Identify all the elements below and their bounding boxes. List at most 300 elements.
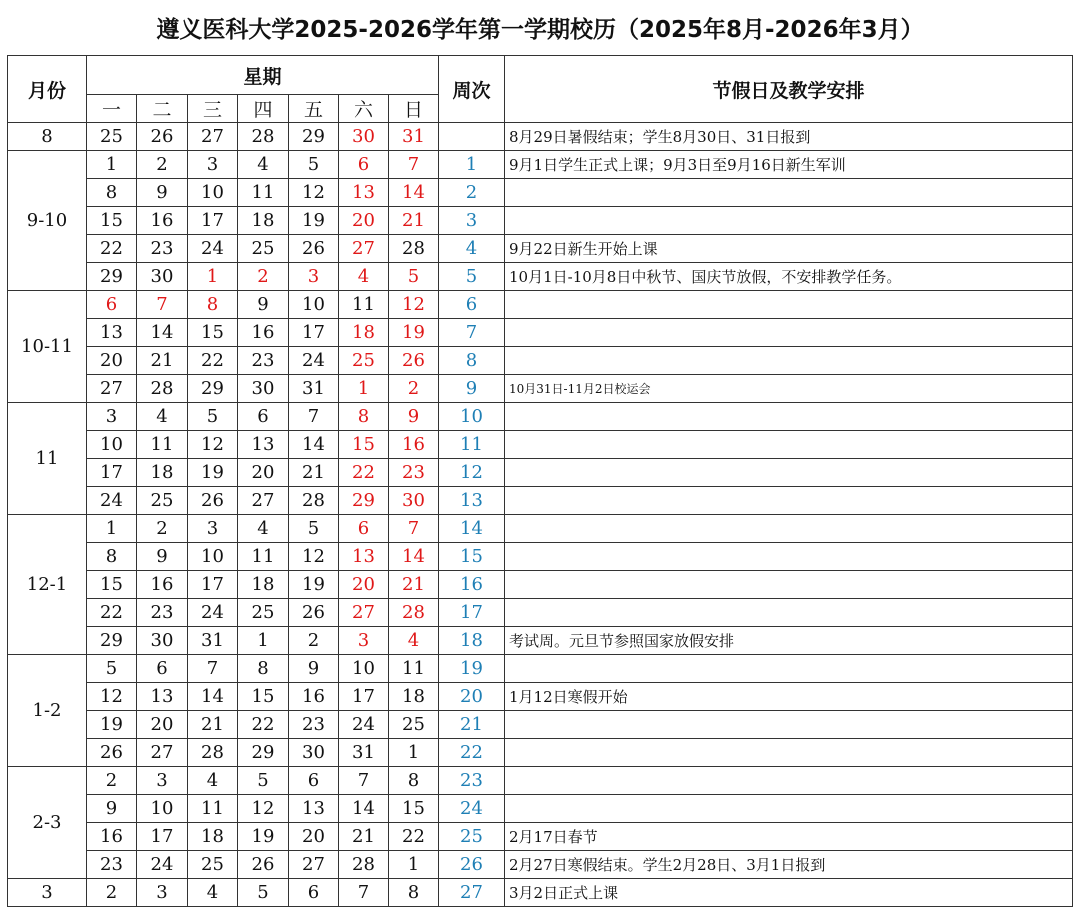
day-cell: 15 [389,795,439,823]
day-cell: 12 [289,543,339,571]
day-cell: 23 [137,599,188,627]
day-cell: 2 [238,263,289,291]
day-cell: 14 [188,683,238,711]
day-cell: 25 [389,711,439,739]
day-cell: 5 [289,151,339,179]
table-row [8,235,1073,263]
day-cell: 27 [289,851,339,879]
month-cell: 10-11 [8,291,87,403]
day-cell: 8 [389,879,439,907]
day-cell: 25 [87,123,137,151]
week-number-cell: 14 [439,515,505,543]
day-cell: 8 [87,543,137,571]
note-cell: 9月1日学生正式上课；9月3日至9月16日新生军训 [505,151,1073,179]
day-cell: 2 [137,151,188,179]
week-number-cell: 11 [439,431,505,459]
day-cell: 28 [289,487,339,515]
day-cell: 16 [137,207,188,235]
day-cell: 7 [188,655,238,683]
day-cell: 27 [238,487,289,515]
note-cell [505,291,1073,319]
day-cell: 8 [238,655,289,683]
day-cell: 20 [339,207,389,235]
day-cell: 18 [339,319,389,347]
day-cell: 19 [188,459,238,487]
week-number-cell: 6 [439,291,505,319]
table-row [8,851,1073,879]
day-cell: 23 [289,711,339,739]
header-notes: 节假日及教学安排 [505,56,1073,123]
week-number-cell: 27 [439,879,505,907]
day-cell: 7 [339,879,389,907]
note-cell [505,795,1073,823]
day-cell: 12 [238,795,289,823]
table-row [8,459,1073,487]
day-cell: 12 [188,431,238,459]
day-cell: 16 [389,431,439,459]
day-cell: 5 [389,263,439,291]
day-cell: 16 [87,823,137,851]
table-row [8,151,1073,179]
day-cell: 3 [339,627,389,655]
day-cell: 7 [137,291,188,319]
day-cell: 1 [238,627,289,655]
week-number-cell: 25 [439,823,505,851]
day-cell: 20 [289,823,339,851]
day-cell: 30 [137,263,188,291]
day-cell: 4 [188,767,238,795]
day-cell: 29 [339,487,389,515]
table-row [8,767,1073,795]
weekday-sat: 六 [339,95,389,123]
note-cell: 8月29日暑假结束；学生8月30日、31日报到 [505,123,1073,151]
day-cell: 6 [339,151,389,179]
day-cell: 10 [289,291,339,319]
day-cell: 30 [389,487,439,515]
day-cell: 1 [339,375,389,403]
day-cell: 24 [87,487,137,515]
note-cell [505,431,1073,459]
day-cell: 22 [188,347,238,375]
weekday-fri: 五 [289,95,339,123]
day-cell: 19 [238,823,289,851]
day-cell: 27 [188,123,238,151]
day-cell: 8 [389,767,439,795]
table-row [8,627,1073,655]
day-cell: 18 [188,823,238,851]
month-cell: 9-10 [8,151,87,291]
day-cell: 5 [289,515,339,543]
day-cell: 3 [188,151,238,179]
note-cell [505,515,1073,543]
header-week-number: 周次 [439,56,505,123]
day-cell: 24 [188,599,238,627]
day-cell: 7 [289,403,339,431]
note-cell [505,711,1073,739]
day-cell: 12 [389,291,439,319]
day-cell: 29 [87,263,137,291]
table-row [8,123,1073,151]
day-cell: 25 [238,235,289,263]
table-row [8,403,1073,431]
week-number-cell: 9 [439,375,505,403]
week-number-cell: 26 [439,851,505,879]
day-cell: 23 [137,235,188,263]
day-cell: 24 [339,711,389,739]
day-cell: 23 [87,851,137,879]
day-cell: 21 [339,823,389,851]
day-cell: 15 [238,683,289,711]
day-cell: 14 [137,319,188,347]
table-row [8,515,1073,543]
month-cell: 8 [8,123,87,151]
week-number-cell: 3 [439,207,505,235]
week-number-cell: 4 [439,235,505,263]
day-cell: 6 [87,291,137,319]
table-row [8,319,1073,347]
day-cell: 8 [188,291,238,319]
day-cell: 11 [339,291,389,319]
day-cell: 7 [339,767,389,795]
day-cell: 2 [289,627,339,655]
week-number-cell: 17 [439,599,505,627]
weekday-thu: 四 [238,95,289,123]
day-cell: 21 [188,711,238,739]
day-cell: 17 [137,823,188,851]
note-cell: 2月17日春节 [505,823,1073,851]
day-cell: 9 [137,179,188,207]
week-number-cell: 12 [439,459,505,487]
note-cell [505,543,1073,571]
day-cell: 26 [238,851,289,879]
day-cell: 1 [87,515,137,543]
day-cell: 27 [339,235,389,263]
table-row [8,291,1073,319]
day-cell: 28 [389,235,439,263]
day-cell: 26 [289,599,339,627]
day-cell: 31 [289,375,339,403]
note-cell [505,739,1073,767]
day-cell: 2 [389,375,439,403]
note-cell [505,571,1073,599]
day-cell: 15 [87,571,137,599]
day-cell: 14 [389,543,439,571]
day-cell: 3 [137,879,188,907]
day-cell: 11 [389,655,439,683]
day-cell: 4 [339,263,389,291]
note-cell: 2月27日寒假结束。学生2月28日、3月1日报到 [505,851,1073,879]
note-cell [505,459,1073,487]
day-cell: 28 [238,123,289,151]
day-cell: 21 [389,207,439,235]
note-cell: 考试周。元旦节参照国家放假安排 [505,627,1073,655]
table-row [8,543,1073,571]
table-row [8,207,1073,235]
note-cell: 3月2日正式上课 [505,879,1073,907]
day-cell: 30 [238,375,289,403]
table-row [8,263,1073,291]
day-cell: 23 [238,347,289,375]
day-cell: 3 [87,403,137,431]
note-cell [505,319,1073,347]
day-cell: 11 [188,795,238,823]
day-cell: 24 [289,347,339,375]
day-cell: 25 [188,851,238,879]
day-cell: 26 [389,347,439,375]
day-cell: 8 [87,179,137,207]
calendar-table [7,55,1073,907]
day-cell: 17 [289,319,339,347]
day-cell: 29 [238,739,289,767]
day-cell: 30 [339,123,389,151]
day-cell: 14 [289,431,339,459]
day-cell: 11 [238,543,289,571]
day-cell: 1 [389,851,439,879]
day-cell: 17 [339,683,389,711]
table-row [8,599,1073,627]
day-cell: 4 [188,879,238,907]
day-cell: 16 [238,319,289,347]
day-cell: 29 [188,375,238,403]
page-title: 遵义医科大学2025-2026学年第一学期校历（2025年8月-2026年3月） [156,17,924,43]
table-row [8,879,1073,907]
month-cell: 11 [8,403,87,515]
day-cell: 16 [289,683,339,711]
day-cell: 2 [87,767,137,795]
day-cell: 4 [137,403,188,431]
day-cell: 18 [137,459,188,487]
day-cell: 8 [339,403,389,431]
week-number-cell: 10 [439,403,505,431]
day-cell: 22 [389,823,439,851]
day-cell: 21 [137,347,188,375]
month-cell: 1-2 [8,655,87,767]
day-cell: 13 [339,179,389,207]
note-cell: 1月12日寒假开始 [505,683,1073,711]
day-cell: 17 [188,207,238,235]
day-cell: 25 [238,599,289,627]
day-cell: 19 [289,207,339,235]
day-cell: 3 [188,515,238,543]
day-cell: 9 [137,543,188,571]
day-cell: 28 [188,739,238,767]
day-cell: 20 [137,711,188,739]
table-row [8,571,1073,599]
day-cell: 20 [339,571,389,599]
day-cell: 13 [238,431,289,459]
day-cell: 30 [137,627,188,655]
note-cell: 10月31日-11月2日校运会 [505,375,1073,403]
day-cell: 12 [87,683,137,711]
day-cell: 13 [289,795,339,823]
day-cell: 27 [339,599,389,627]
day-cell: 6 [289,879,339,907]
day-cell: 19 [389,319,439,347]
day-cell: 25 [339,347,389,375]
day-cell: 28 [389,599,439,627]
day-cell: 18 [238,207,289,235]
day-cell: 3 [289,263,339,291]
day-cell: 16 [137,571,188,599]
table-row [8,795,1073,823]
week-number-cell: 23 [439,767,505,795]
day-cell: 21 [389,571,439,599]
table-row [8,655,1073,683]
day-cell: 13 [339,543,389,571]
week-number-cell: 19 [439,655,505,683]
day-cell: 21 [289,459,339,487]
day-cell: 13 [137,683,188,711]
day-cell: 12 [289,179,339,207]
day-cell: 14 [389,179,439,207]
day-cell: 24 [137,851,188,879]
header-month: 月份 [8,56,87,123]
day-cell: 15 [87,207,137,235]
month-cell: 3 [8,879,87,907]
day-cell: 18 [238,571,289,599]
day-cell: 9 [238,291,289,319]
table-row [8,823,1073,851]
day-cell: 5 [188,403,238,431]
day-cell: 22 [87,599,137,627]
day-cell: 27 [87,375,137,403]
week-number-cell: 20 [439,683,505,711]
day-cell: 22 [238,711,289,739]
day-cell: 26 [137,123,188,151]
day-cell: 29 [289,123,339,151]
day-cell: 10 [137,795,188,823]
day-cell: 5 [238,767,289,795]
day-cell: 1 [188,263,238,291]
day-cell: 26 [188,487,238,515]
day-cell: 1 [87,151,137,179]
day-cell: 23 [389,459,439,487]
note-cell [505,207,1073,235]
note-cell [505,403,1073,431]
day-cell: 2 [137,515,188,543]
day-cell: 17 [87,459,137,487]
week-number-cell: 18 [439,627,505,655]
table-row [8,375,1073,403]
weekday-mon: 一 [87,95,137,123]
day-cell: 25 [137,487,188,515]
day-cell: 29 [87,627,137,655]
week-number-cell: 1 [439,151,505,179]
table-row [8,487,1073,515]
week-number-cell: 8 [439,347,505,375]
weekday-tue: 二 [137,95,188,123]
month-cell: 12-1 [8,515,87,655]
day-cell: 10 [87,431,137,459]
day-cell: 7 [389,151,439,179]
table-row [8,683,1073,711]
day-cell: 2 [87,879,137,907]
day-cell: 20 [87,347,137,375]
day-cell: 4 [238,151,289,179]
day-cell: 31 [188,627,238,655]
table-row [8,179,1073,207]
day-cell: 6 [339,515,389,543]
day-cell: 28 [137,375,188,403]
week-number-cell: 5 [439,263,505,291]
day-cell: 10 [339,655,389,683]
table-row [8,347,1073,375]
weekday-sun: 日 [389,95,439,123]
note-cell: 9月22日新生开始上课 [505,235,1073,263]
table-row [8,431,1073,459]
table-row [8,711,1073,739]
week-number-cell: 22 [439,739,505,767]
note-cell [505,599,1073,627]
note-cell [505,347,1073,375]
day-cell: 24 [188,235,238,263]
day-cell: 9 [87,795,137,823]
month-cell: 2-3 [8,767,87,879]
day-cell: 6 [137,655,188,683]
week-number-cell [439,123,505,151]
day-cell: 6 [238,403,289,431]
day-cell: 18 [389,683,439,711]
note-cell [505,655,1073,683]
day-cell: 15 [339,431,389,459]
week-number-cell: 21 [439,711,505,739]
note-cell [505,767,1073,795]
header-weekday-group: 星期 [87,56,439,95]
day-cell: 11 [238,179,289,207]
day-cell: 5 [238,879,289,907]
day-cell: 14 [339,795,389,823]
day-cell: 26 [87,739,137,767]
day-cell: 6 [289,767,339,795]
day-cell: 1 [389,739,439,767]
day-cell: 19 [87,711,137,739]
note-cell [505,179,1073,207]
day-cell: 31 [389,123,439,151]
week-number-cell: 7 [439,319,505,347]
day-cell: 10 [188,179,238,207]
day-cell: 13 [87,319,137,347]
day-cell: 30 [289,739,339,767]
day-cell: 9 [289,655,339,683]
week-number-cell: 13 [439,487,505,515]
day-cell: 5 [87,655,137,683]
day-cell: 4 [389,627,439,655]
weekday-wed: 三 [188,95,238,123]
day-cell: 31 [339,739,389,767]
day-cell: 28 [339,851,389,879]
day-cell: 22 [339,459,389,487]
day-cell: 17 [188,571,238,599]
table-row [8,739,1073,767]
day-cell: 3 [137,767,188,795]
note-cell [505,487,1073,515]
day-cell: 26 [289,235,339,263]
week-number-cell: 2 [439,179,505,207]
note-cell: 10月1日-10月8日中秋节、国庆节放假，不安排教学任务。 [505,263,1073,291]
week-number-cell: 24 [439,795,505,823]
day-cell: 22 [87,235,137,263]
day-cell: 7 [389,515,439,543]
day-cell: 19 [289,571,339,599]
week-number-cell: 15 [439,543,505,571]
day-cell: 15 [188,319,238,347]
week-number-cell: 16 [439,571,505,599]
day-cell: 27 [137,739,188,767]
day-cell: 10 [188,543,238,571]
day-cell: 9 [389,403,439,431]
day-cell: 20 [238,459,289,487]
day-cell: 11 [137,431,188,459]
